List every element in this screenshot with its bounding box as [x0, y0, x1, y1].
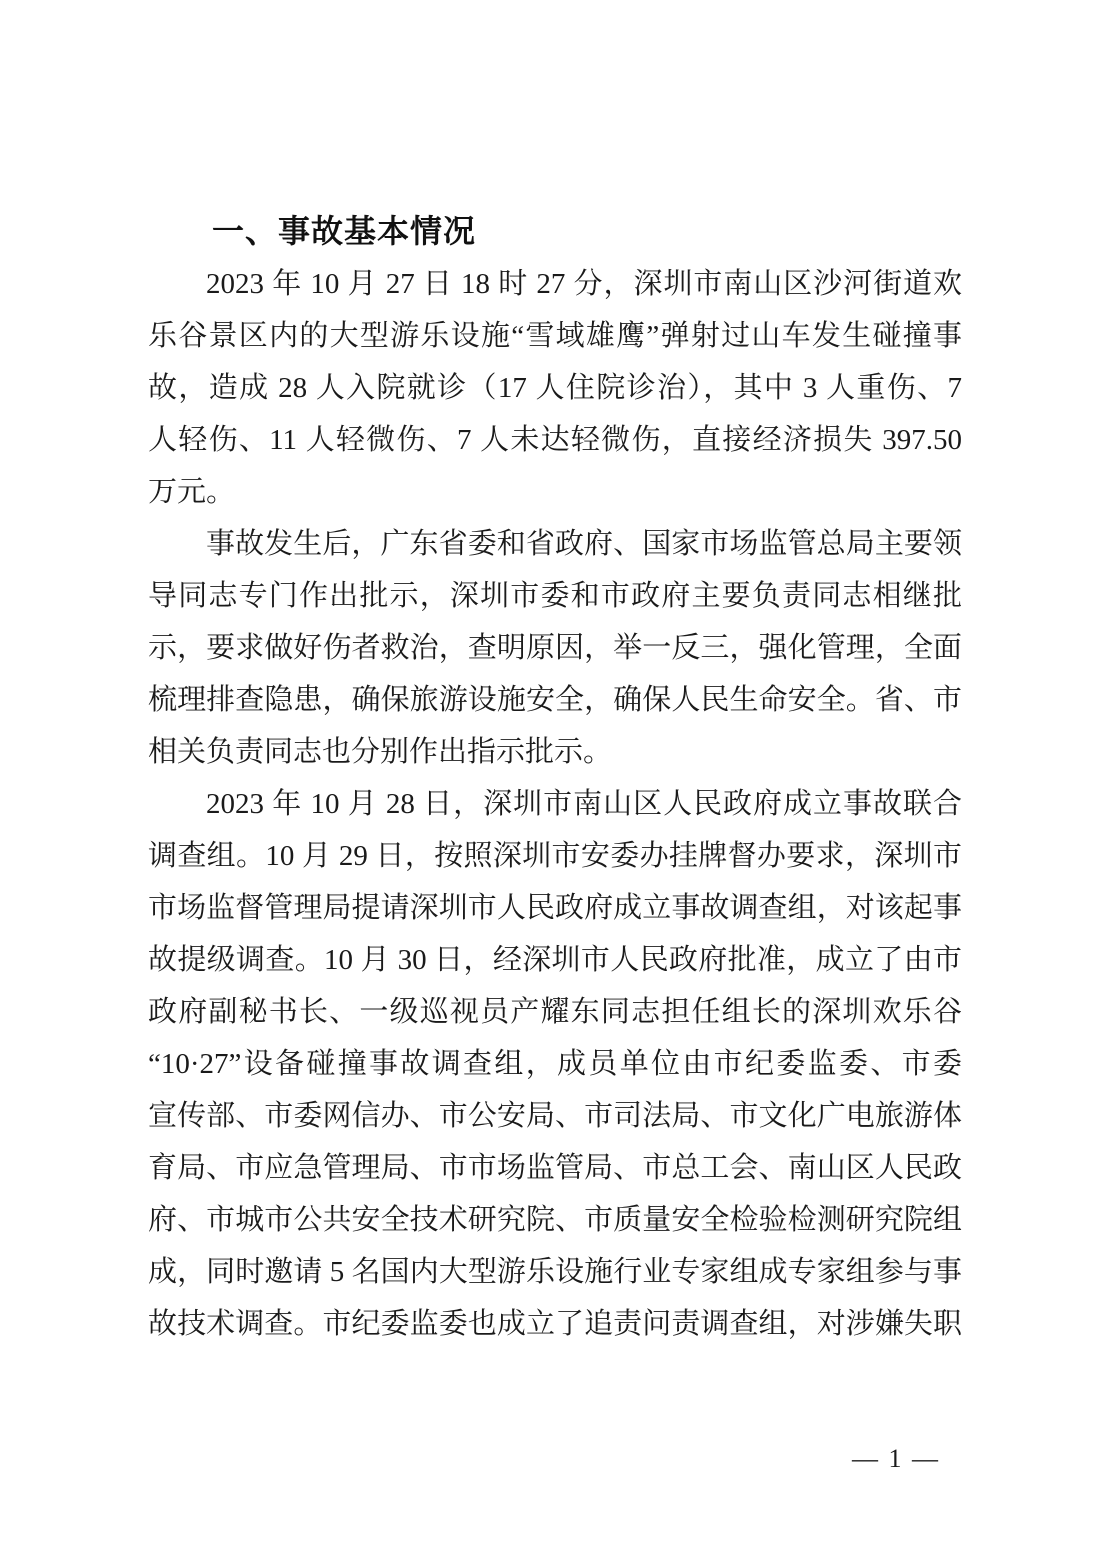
body-line: 故提级调查。10 月 30 日，经深圳市人民政府批准，成立了由市 [148, 944, 962, 976]
document-text-block [148, 204, 962, 1350]
body-line: 相关负责同志也分别作出指示批示。 [148, 736, 613, 768]
body-line: 成，同时邀请 5 名国内大型游乐设施行业专家组成专家组参与事 [148, 1256, 962, 1288]
body-line: 导同志专门作出批示，深圳市委和市政府主要负责同志相继批 [148, 580, 962, 612]
body-line: “10·27”设备碰撞事故调查组，成员单位由市纪委监委、市委 [148, 1048, 962, 1080]
body-line: 故，造成 28 人入院就诊（17 人住院诊治），其中 3 人重伤、7 [148, 372, 962, 404]
body-line: 2023 年 10 月 27 日 18 时 27 分，深圳市南山区沙河街道欢 [206, 268, 962, 300]
body-line: 宣传部、市委网信办、市公安局、市司法局、市文化广电旅游体 [148, 1100, 962, 1132]
body-line: 示，要求做好伤者救治，查明原因，举一反三，强化管理，全面 [148, 632, 962, 664]
section-heading: 一、事故基本情况 [212, 213, 477, 249]
body-line: 市场监督管理局提请深圳市人民政府成立事故调查组，对该起事 [148, 892, 962, 924]
body-line: 调查组。10 月 29 日，按照深圳市安委办挂牌督办要求，深圳市 [148, 840, 962, 872]
page-number: — 1 — [852, 1444, 940, 1473]
body-line: 万元。 [148, 476, 236, 508]
body-line: 人轻伤、11 人轻微伤、7 人未达轻微伤，直接经济损失 397.50 [148, 424, 962, 456]
body-line: 2023 年 10 月 28 日，深圳市南山区人民政府成立事故联合 [206, 788, 962, 820]
body-line: 事故发生后，广东省委和省政府、国家市场监管总局主要领 [206, 528, 962, 560]
body-line: 故技术调查。市纪委监委也成立了追责问责调查组，对涉嫌失职 [148, 1308, 962, 1340]
body-line: 府、市城市公共安全技术研究院、市质量安全检验检测研究院组 [148, 1204, 962, 1236]
body-line: 梳理排查隐患，确保旅游设施安全，确保人民生命安全。省、市 [148, 684, 962, 716]
body-line: 政府副秘书长、一级巡视员产耀东同志担任组长的深圳欢乐谷 [148, 996, 962, 1028]
paragraph-accident-overview [148, 258, 962, 518]
paragraph-leadership-instructions [148, 518, 962, 778]
body-line: 乐谷景区内的大型游乐设施“雪域雄鹰”弹射过山车发生碰撞事 [148, 320, 962, 352]
body-line: 育局、市应急管理局、市市场监管局、市总工会、南山区人民政 [148, 1152, 962, 1184]
paragraph-investigation-team [148, 778, 962, 1350]
